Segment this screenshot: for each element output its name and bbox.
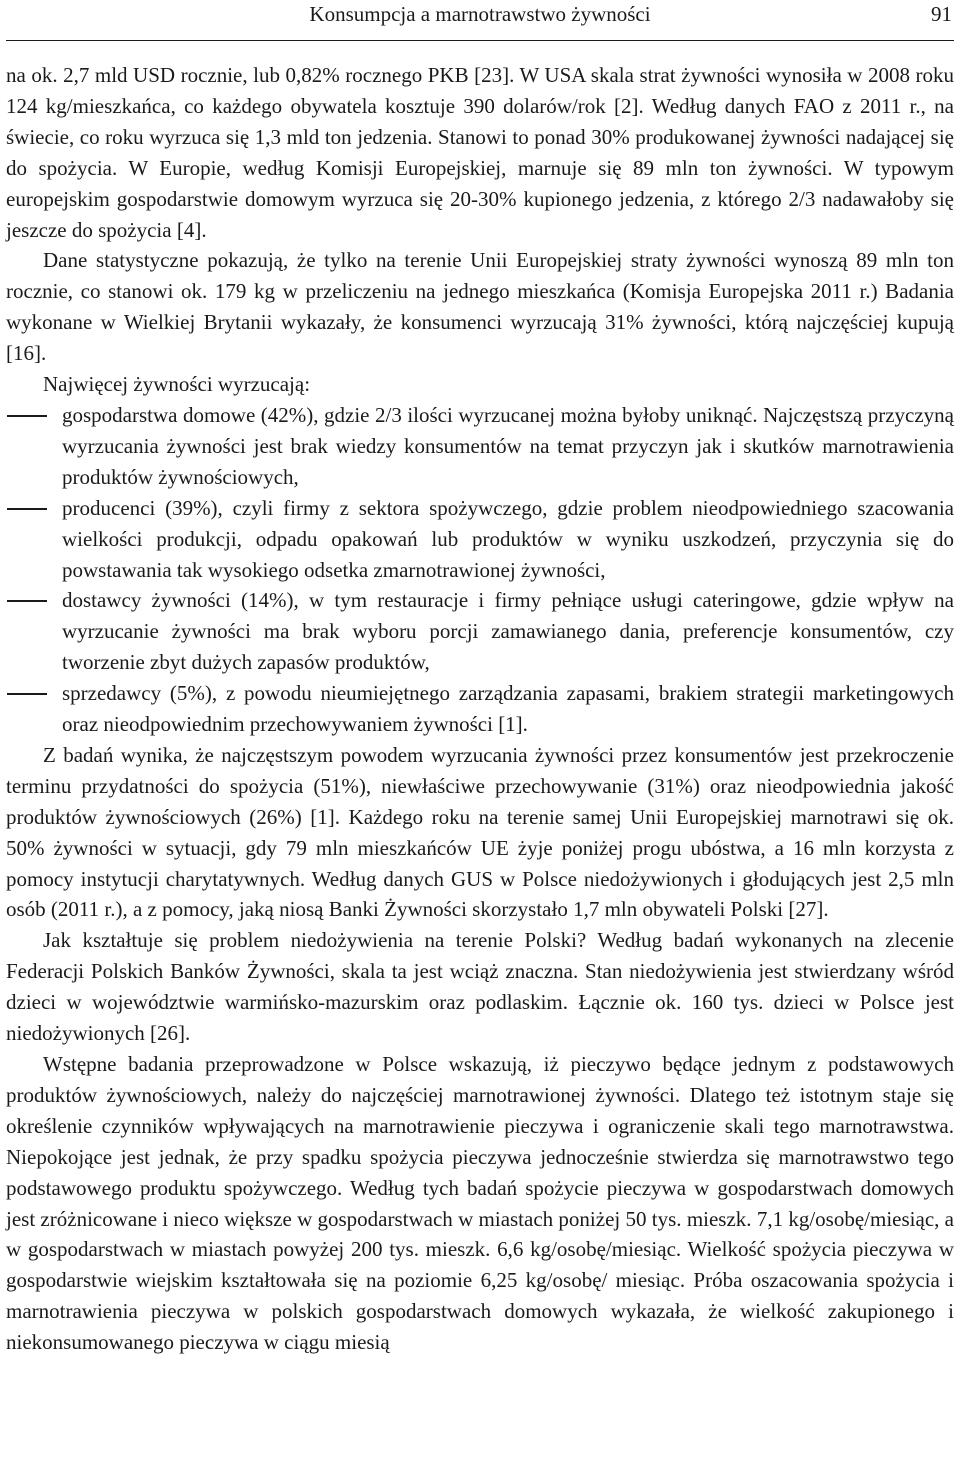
- paragraph-bread: Wstępne badania przeprowadzone w Polsce wskazują, iż pieczywo będące jednym z podstawowych produktów żywnościowych, należy do najczęściej marnotrawionej żywności. Dlatego też istotnym staje się określenie czynników wpływających na marnotrawienie pieczywa i ograniczenie skali tego marnotrawstwa. Niepokojące jest jednak, że przy spadku spożycia pieczywa jednocześnie stwierdza się marnotrawstwo tego podstawowego produktu spożywczego. Według tych badań spożycie pieczywa w gospodarstwach domowych jest zróżnicowane i nieco większe w gospodarstwach w miastach poniżej 50 tys. mieszk. 7,1 kg/osobę/miesiąc, a w gospodarstwach w miastach powyżej 200 tys. mieszk. 6,6 kg/osobę/miesiąc. Wielkość spożycia pieczywa w gospodarstwie wiejskim kształtowała się na poziomie 6,25 kg/osobę/ miesiąc. Próba oszacowania spożycia i marnotrawienia pieczywa w polskich gospodarstwach domowych wykazała, że wielkość zakupionego i niekonsumowanego pieczywa w ciągu miesią: [6, 1052, 954, 1355]
- list-item-text: dostawcy żywności (14%), w tym restauracje i firmy pełniące usługi cateringowe, gdzie wpływ na wyrzucanie żywności ma brak wyboru porcji zamawianego dania, preferencje konsumentów, czy tworzenie zbyt dużych zapasów produktów,: [62, 588, 954, 675]
- running-header: [6, 0, 954, 41]
- dash-bullet-icon: [7, 508, 47, 510]
- paragraph-statistics: Dane statystyczne pokazują, że tylko na terenie Unii Europejskiej straty żywności wynoszą 89 mln ton rocznie, co stanowi ok. 179 kg w przeliczeniu na jednego mieszkańca (Komisja Europejska 2011 r.) Badania wykonane w Wielkiej Brytanii wykazały, że konsumenci wyrzucają 31% żywności, którą najczęściej kupują [16].: [6, 248, 954, 366]
- paragraph-causes: Z badań wynika, że najczęstszym powodem wyrzucania żywności przez konsumentów jest przekroczenie terminu przydatności do spożycia (51%), niewłaściwe przechowywanie (31%) oraz nieodpowiednia jakość produktów żywnościowych (26%) [1]. Każdego roku na terenie samej Unii Europejskiej marnotrawi się ok. 50% żywności w sytuacji, gdy 79 mln mieszkańców UE żyje poniżej progu ubóstwa, a 16 mln korzysta z pomocy instytucji charytatywnych. Według danych GUS w Polsce niedożywionych i głodujących jest 2,5 mln osób (2011 r.), a z pomocy, jaką niosą Banki Żywności skorzystało 1,7 mln obywateli Polski [27].: [6, 742, 954, 922]
- dash-bullet-icon: [7, 415, 47, 417]
- list-item-text: sprzedawcy (5%), z powodu nieumiejętnego zarządzania zapasami, brakiem strategii marketingowych oraz nieodpowiednim przechowywaniem żywności [1].: [62, 681, 954, 737]
- paragraph-malnutrition: Jak kształtuje się problem niedożywienia na terenie Polski? Według badań wykonanych na zlecenie Federacji Polskich Banków Żywności, skala ta jest wciąż znaczna. Stan niedożywienia jest stwierdzany wśród dzieci w województwie warmińsko-mazurskim oraz podlaskim. Łącznie ok. 160 tys. dzieci w Polsce jest niedożywionych [26].: [6, 928, 954, 1046]
- page: [6, 0, 954, 1358]
- list-item: [62, 678, 954, 740]
- page-number: 91: [931, 2, 952, 26]
- dash-bullet-icon: [7, 600, 47, 602]
- body-text: [6, 60, 954, 1358]
- waste-sources-list: [6, 400, 954, 740]
- list-item: [62, 400, 954, 493]
- list-intro: Najwięcej żywności wyrzucają:: [43, 372, 311, 397]
- list-item: [62, 585, 954, 678]
- paragraph-continuation: na ok. 2,7 mld USD rocznie, lub 0,82% rocznego PKB [23]. W USA skala strat żywności wynosiła w 2008 roku 124 kg/mieszkańca, co każdego obywatela kosztuje 390 dolarów/rok [2]. Według danych FAO z 2011 r., na świecie, co roku wyrzuca się 1,3 mld ton jedzenia. Stanowi to ponad 30% produkowanej żywności nadającej się do spożycia. W Europie, według Komisji Europejskiej, marnuje się 89 mln ton żywności. W typowym europejskim gospodarstwie domowym wyrzuca się 20-30% kupionego jedzenia, z którego 2/3 nadawałoby się jeszcze do spożycia [4].: [6, 63, 954, 242]
- list-item: [62, 493, 954, 586]
- list-item-text: gospodarstwa domowe (42%), gdzie 2/3 ilości wyrzucanej można byłoby uniknąć. Najczęstszą przyczyną wyrzucania żywności jest brak wiedzy konsumentów na temat przyczyn jak i skutków marnotrawienia produktów żywnościowych,: [62, 402, 954, 489]
- running-title: Konsumpcja a marnotrawstwo żywności: [309, 2, 651, 26]
- dash-bullet-icon: [7, 693, 47, 695]
- list-item-text: producenci (39%), czyli firmy z sektora spożywczego, gdzie problem nieodpowiedniego szacowania wielkości produkcji, odpadu opakowań lub produktów w wyniku uszkodzeń, przyczynia się do powstawania tak wysokiego odsetka zmarnotrawionej żywności,: [62, 495, 954, 582]
